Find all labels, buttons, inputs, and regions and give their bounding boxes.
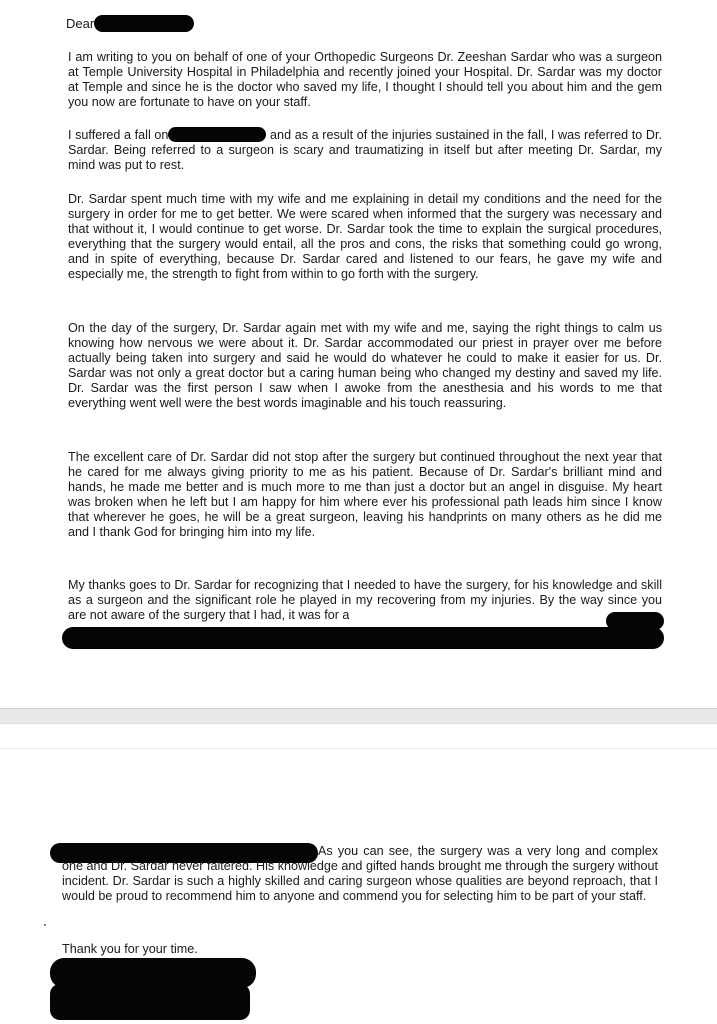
paragraph-continuation: As you can see, the surgery was a very long and complex one and Dr. Sardar never faltered. His knowledge and gifted hands brought me through the surgery without incident. Dr. Sardar is such a highly skilled and caring surgeon whose qualities are beyond reproach, that I would be proud to recommend him to anyone and commend you for selecting him to be part of your staff. [62,844,658,903]
redacted-signature-name [50,984,250,1020]
paragraph-surgery-day: On the day of the surgery, Dr. Sardar again met with my wife and me, saying the right things to calm us knowing how nervous we were about it. Dr. Sardar accommodated our priest in prayer over me before actually being taken into surgery and said he would do whatever he could to make it easier for us. Dr. Sardar was not only a great doctor but a caring human being who changed my destiny and saved my life. Dr. Sardar was the first person I saw when I awoke from the anesthesia and his words to me that everything went well were the best words imaginable and his touch reassuring. [68,321,662,410]
paragraph-aftercare: The excellent care of Dr. Sardar did not stop after the surgery but continued throughout the next year that he cared for me always giving priority to me as his patient. Because of Dr. Sardar's brilliant mind and hands, he made me better and is much more to me than just a doctor but an angel in disguise. My heart was broken when he left but I am happy for him where ever his professional path leads him since I know that wherever he goes, he will be a great surgeon, leaving his handprints on many others as he did me and I thank God for bringing him into my life. [68,450,662,539]
salutation-text: Dear [66,16,95,31]
redacted-recipient [94,15,194,32]
closing: Thank you for your time. [62,942,198,956]
fall-text-after: and as a result of the injuries sustained in the fall, I was referred to Dr. Sardar. Being referred to a surgeon is scary and traumatizing in itself but after meeting Dr. Sardar, my mind was put to rest. [68,128,662,172]
paragraph-fall [68,127,662,173]
salutation [66,15,194,32]
paragraph-intro: I am writing to you on behalf of one of your Orthopedic Surgeons Dr. Zeeshan Sardar who was a surgeon at Temple University Hospital in Philadelphia and recently joined your Hospital. Dr. Sardar was my doctor at Temple and since he is the doctor who saved my life, I thought I should tell you about him and the gem you now are fortunate to have on your staff. [68,50,662,109]
scan-speck [44,924,46,926]
page-break [0,708,717,724]
page-break-shadow [0,748,717,749]
paragraph-explanation: Dr. Sardar spent much time with my wife and me explaining in detail my conditions and the need for the surgery in order for me to get better. We were scared when informed that the surgery was necessary and that without it, I would continue to get worse. Dr. Sardar took the time to explain the surgical procedures, everything that the surgery would entail, all the pros and cons, the risks that something could go wrong, and in spite of everything, because Dr. Sardar cared and listened to our fears, he gave my wife and especially me, the strength to fight from within to go forth with the surgery. [68,192,662,281]
redacted-surgery-line [62,627,664,649]
paragraph-thanks: My thanks goes to Dr. Sardar for recognizing that I needed to have the surgery, for his knowledge and skill as a surgeon and the significant role he played in my recovering from my injuries. By the way since you are not aware of the surgery that I had, it was for a [68,578,662,622]
redacted-fall-date [168,127,266,142]
fall-text-before: I suffered a fall on [68,128,169,142]
